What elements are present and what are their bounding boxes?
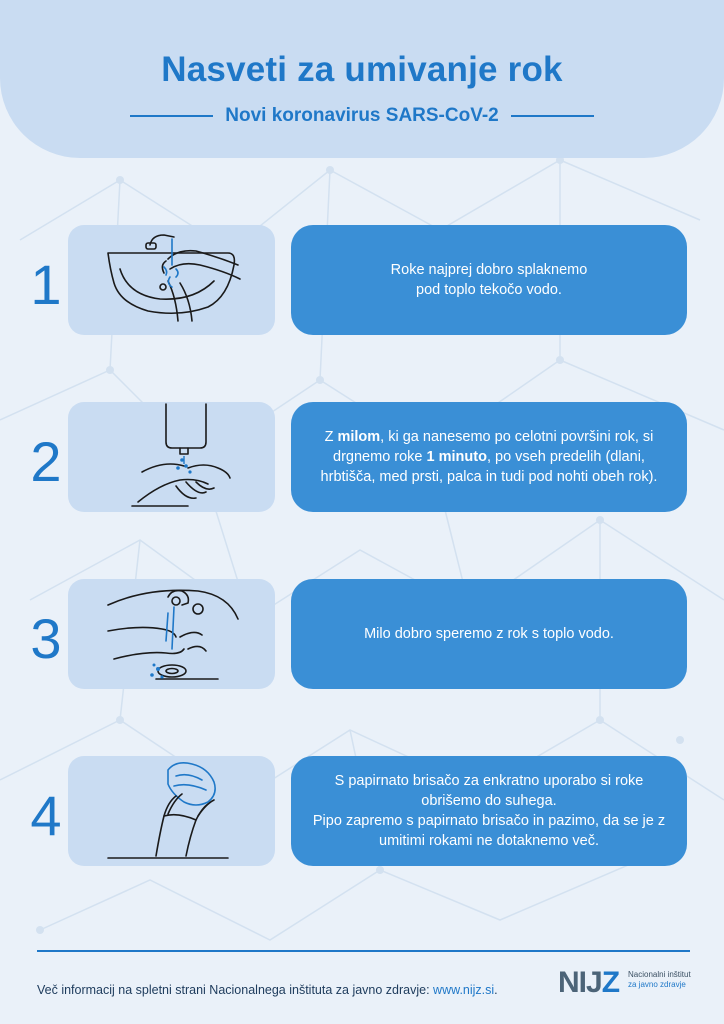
logo-line-2: za javno zdravje [628,980,686,989]
step-2-text [291,427,687,487]
footer-divider [37,950,690,952]
footer-info [37,983,498,997]
logo-mark [558,966,619,1000]
step-1-line-2: pod toplo tekočo vodo. [416,282,562,298]
footer-link-suffix: . [494,983,498,997]
step-2-illustration [68,402,275,512]
subtitle-right-rule [511,115,594,117]
logo-mark-a: NIJ [558,966,602,999]
step-3-illustration [68,579,275,689]
step-1-line-1: Roke najprej dobro splaknemo [390,262,588,278]
subtitle-left-rule [130,115,213,117]
step-3-number: 3 [30,607,62,670]
logo-text [628,970,691,990]
nijz-logo [558,966,698,1006]
step-4-sentence-1: S papirnato brisačo za enkratno uporabo si roke obrišemo do suhega. [334,773,644,809]
step-4-number: 4 [30,784,62,847]
page-subtitle: Novi koronavirus SARS-CoV-2 [225,105,499,126]
step-4-text [291,771,687,851]
step-1-illustration [68,225,275,335]
paper-towel-drying-icon [68,756,275,866]
footer-info-text: Več informacij na spletni strani Nacionalnega inštituta za javno zdravje: [37,983,434,997]
step-3-text: Milo dobro speremo z rok s toplo vodo. [364,626,614,642]
step-2-text-c: , po vseh predelih (dlani, hrbtišča, med prsti, palca in tudi pod nohti obeh rok). [320,449,658,485]
step-1-number: 1 [30,253,62,316]
step-1-instruction [291,225,687,335]
footer-website-link[interactable]: www.nijz.si [433,983,495,997]
step-2-number: 2 [30,430,62,493]
soap-dispenser-hands-icon [68,402,275,512]
logo-mark-b: Z [601,966,620,999]
step-4-illustration [68,756,275,866]
page-title: Nasveti za umivanje rok [161,50,563,89]
header-banner [0,0,724,158]
step-2-soap-emphasis: milom [337,429,381,445]
step-2-text-a: Z [324,429,338,445]
rinsing-hands-icon [68,579,275,689]
step-3-instruction [291,579,687,689]
step-1-text [377,260,602,300]
subtitle-row [130,104,594,128]
hands-under-tap-icon [68,225,275,335]
step-4-sentence-2: Pipo zapremo s papirnato brisačo in pazimo, da se je z umitimi rokami ne dotaknemo več. [312,813,666,849]
step-2-duration-emphasis: 1 minuto [426,449,487,465]
step-2-instruction [291,402,687,512]
step-2-text-b: , ki ga nanesemo po celotni površini rok, si drgnemo roke [333,429,654,465]
step-4-instruction [291,756,687,866]
logo-line-1: Nacionalni inštitut [628,970,691,979]
